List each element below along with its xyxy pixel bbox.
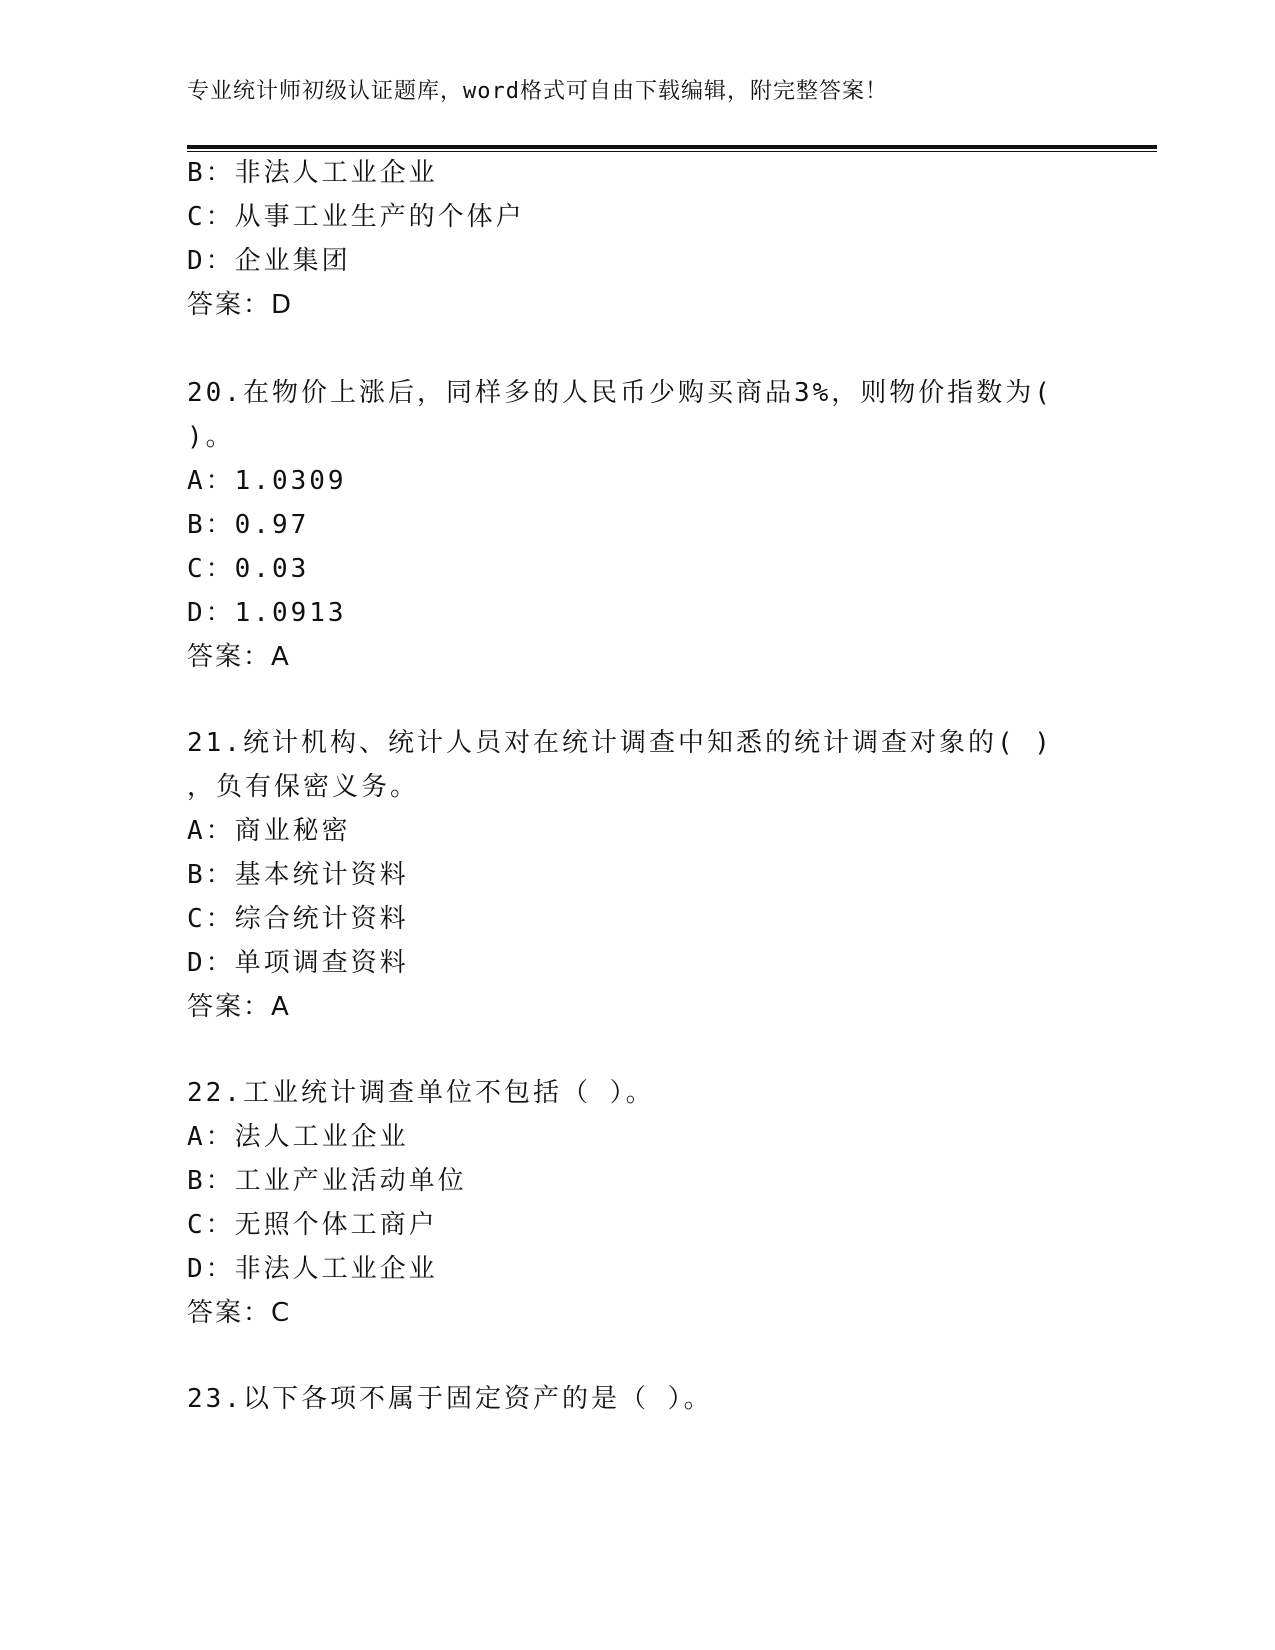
- q20-answer: 答案：A: [187, 642, 291, 672]
- q20-option-c: C：0.03: [187, 554, 310, 584]
- prev-option-d: D：企业集团: [187, 246, 351, 276]
- q22-option-d: D：非法人工业企业: [187, 1254, 438, 1284]
- q20-option-a: A：1.0309: [187, 466, 347, 496]
- q21-stem-line-1: 21.统计机构、统计人员对在统计调查中知悉的统计调查对象的( ): [187, 728, 1053, 758]
- q23-stem: 23.以下各项不属于固定资产的是（ ）。: [187, 1384, 713, 1414]
- prev-answer: 答案：D: [187, 290, 294, 320]
- q22-option-a: A：法人工业企业: [187, 1122, 409, 1152]
- q21-option-d: D：单项调查资料: [187, 948, 409, 978]
- q21-answer: 答案：A: [187, 992, 291, 1022]
- prev-option-c: C：从事工业生产的个体户: [187, 202, 525, 232]
- q21-option-b: B：基本统计资料: [187, 860, 409, 890]
- page-header: 专业统计师初级认证题库，word格式可自由下载编辑，附完整答案！: [187, 79, 888, 104]
- header-rule-thin: [187, 151, 1157, 152]
- prev-option-b: B：非法人工业企业: [187, 158, 438, 188]
- q22-option-c: C：无照个体工商户: [187, 1210, 438, 1240]
- header-rule-thick: [187, 145, 1157, 149]
- q20-option-b: B：0.97: [187, 510, 310, 540]
- q21-option-a: A：商业秘密: [187, 816, 351, 846]
- q22-stem: 22.工业统计调查单位不包括（ ）。: [187, 1078, 655, 1108]
- q22-answer: 答案：C: [187, 1298, 292, 1328]
- q20-stem-line-2: )。: [187, 422, 235, 452]
- q22-option-b: B：工业产业活动单位: [187, 1166, 467, 1196]
- q21-option-c: C：综合统计资料: [187, 904, 409, 934]
- q20-option-d: D：1.0913: [187, 598, 347, 628]
- q20-stem-line-1: 20.在物价上涨后，同样多的人民币少购买商品3%，则物价指数为(: [187, 378, 1053, 408]
- q21-stem-line-2: ，负有保密义务。: [187, 772, 420, 802]
